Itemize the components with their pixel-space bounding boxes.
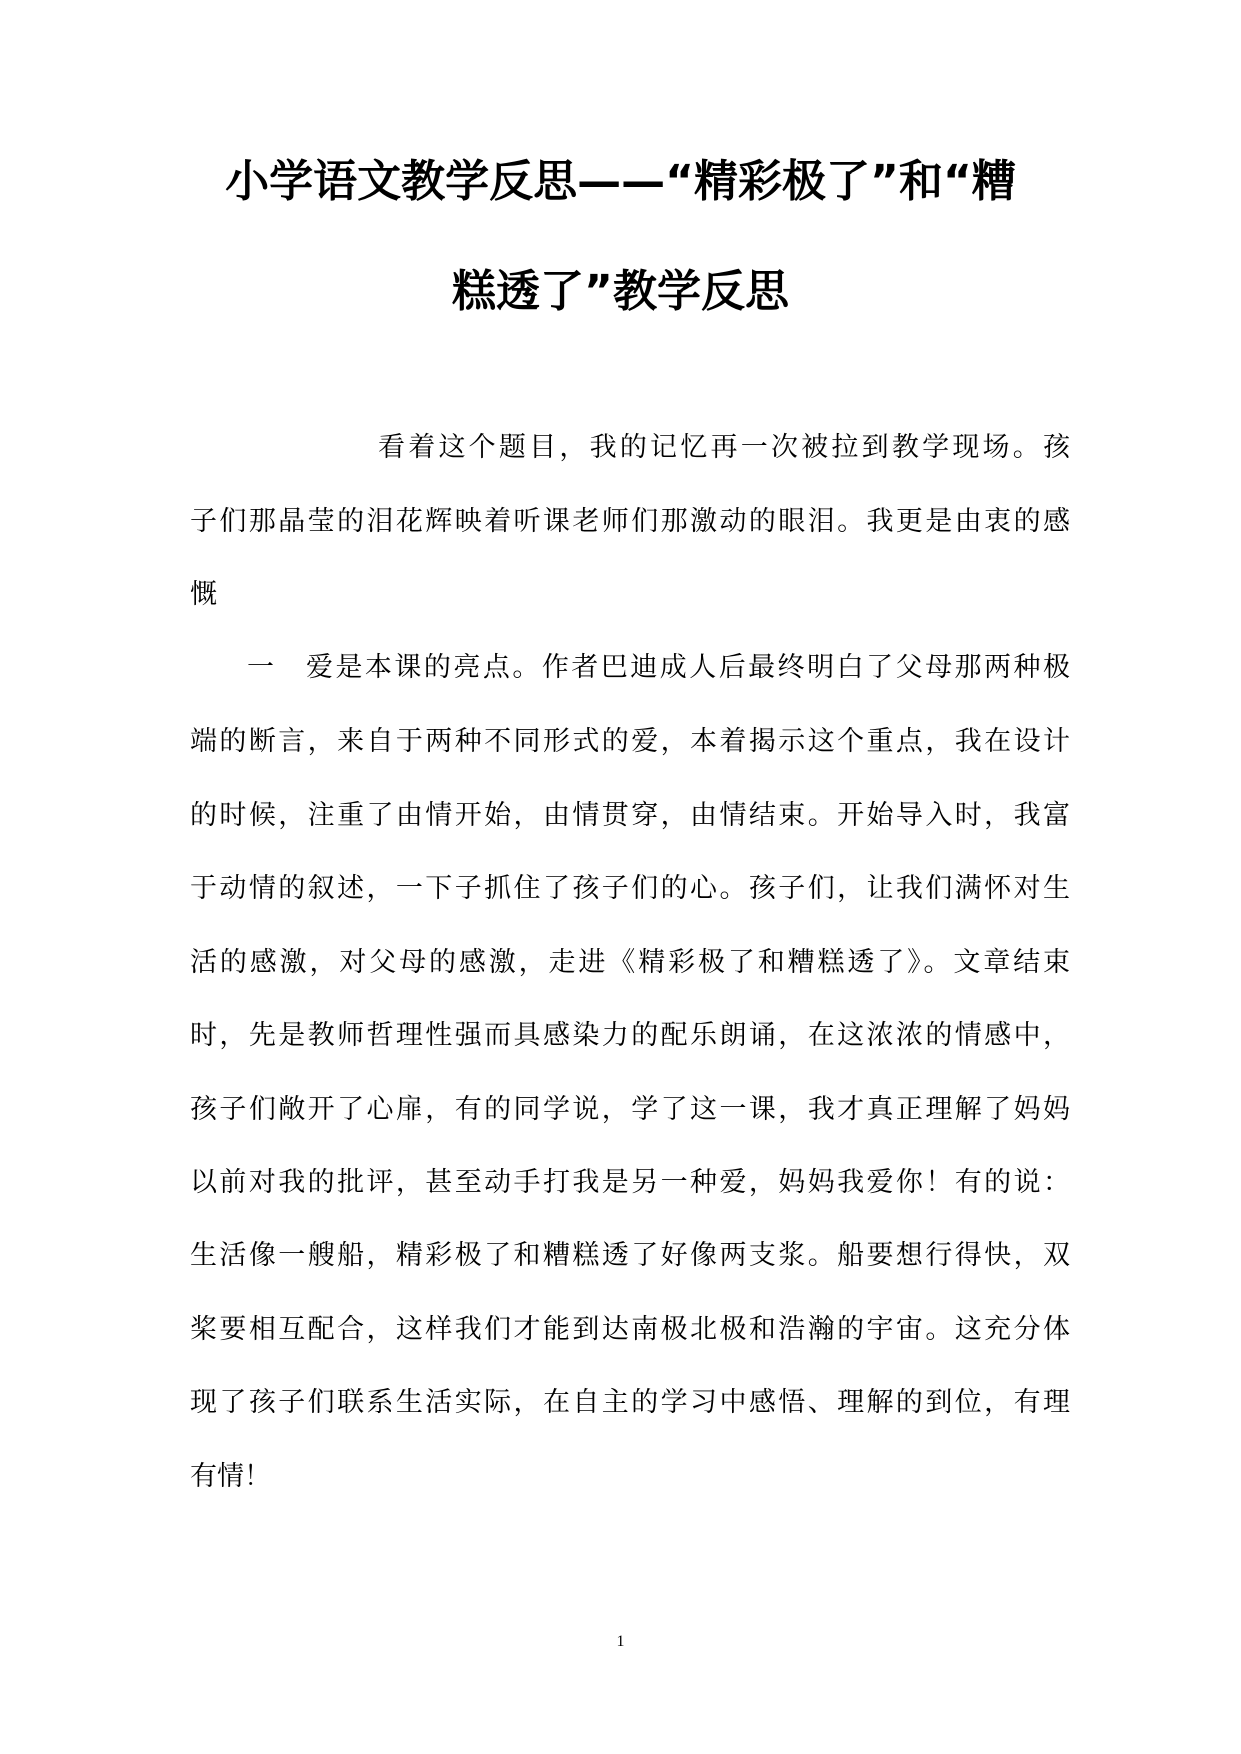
paragraph-2-line-3: 的时候，注重了由情开始，由情贯穿，由情结束。开始导入时，我富 bbox=[190, 800, 1070, 831]
paragraph-2-line-12: 有情！ bbox=[190, 1461, 271, 1492]
paragraph-1-line-2: 子们那晶莹的泪花辉映着听课老师们那激动的眼泪。我更是由衷的感 bbox=[190, 506, 1070, 537]
paragraph-2-line-7: 孩子们敞开了心扉，有的同学说，学了这一课，我才真正理解了妈妈 bbox=[190, 1094, 1070, 1125]
paragraph-1-line-1: 看着这个题目，我的记忆再一次被拉到教学现场。孩 bbox=[378, 432, 1070, 463]
paragraph-2-line-2: 端的断言，来自于两种不同形式的爱，本着揭示这个重点，我在设计 bbox=[190, 726, 1070, 757]
paragraph-2-line-11: 现了孩子们联系生活实际，在自主的学习中感悟、理解的到位，有理 bbox=[190, 1387, 1070, 1418]
page-number: 1 bbox=[616, 1633, 625, 1650]
paragraph-2-line-4: 于动情的叙述，一下子抓住了孩子们的心。孩子们，让我们满怀对生 bbox=[190, 873, 1070, 904]
paragraph-2-line-9: 生活像一艘船，精彩极了和糟糕透了好像两支浆。船要想行得快，双 bbox=[190, 1240, 1070, 1271]
document-title-line-1: 小学语文教学反思——“精彩极了”和“糟 bbox=[225, 156, 1016, 207]
paragraph-2-line-8: 以前对我的批评，甚至动手打我是另一种爱，妈妈我爱你！有的说： bbox=[190, 1167, 1070, 1198]
paragraph-2-line-1: 一 爱是本课的亮点。作者巴迪成人后最终明白了父母那两种极 bbox=[247, 652, 1070, 683]
paragraph-1-line-3: 慨 bbox=[190, 579, 217, 610]
document-title-line-2: 糕透了”教学反思 bbox=[452, 266, 789, 317]
paragraph-2-line-6: 时，先是教师哲理性强而具感染力的配乐朗诵，在这浓浓的情感中， bbox=[190, 1020, 1070, 1051]
paragraph-2-line-5: 活的感激，对父母的感激，走进《精彩极了和糟糕透了》。文章结束 bbox=[190, 947, 1070, 978]
paragraph-2-line-10: 桨要相互配合，这样我们才能到达南极北极和浩瀚的宇宙。这充分体 bbox=[190, 1314, 1070, 1345]
